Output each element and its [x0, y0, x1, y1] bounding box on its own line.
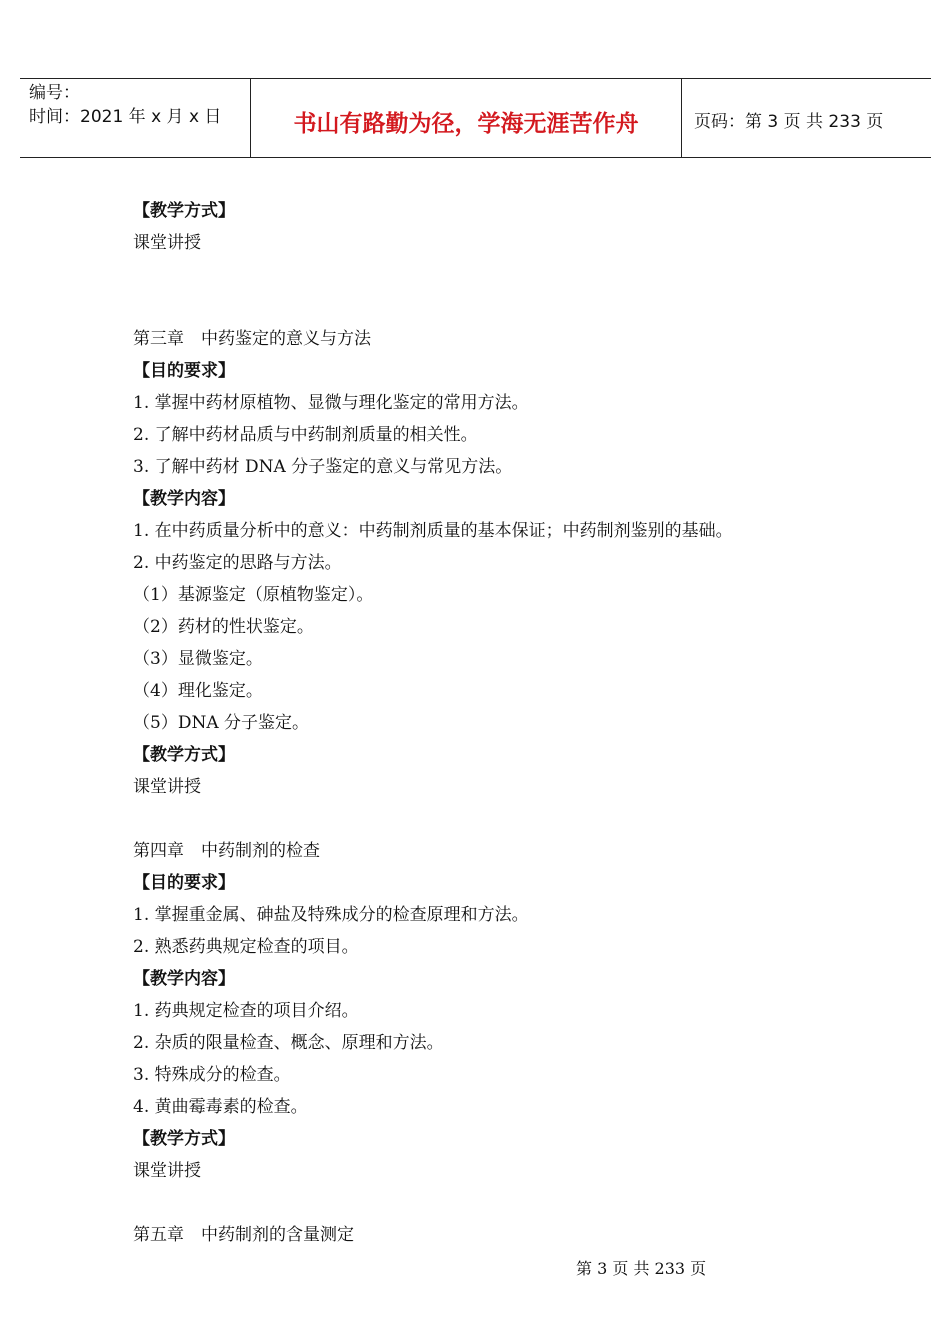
- list-item: 3. 了解中药材 DNA 分子鉴定的意义与常见方法。: [133, 457, 513, 477]
- list-item: （5）DNA 分子鉴定。: [133, 713, 310, 733]
- list-item: 1. 掌握重金属、砷盐及特殊成分的检查原理和方法。: [133, 905, 529, 925]
- header-motto: 书山有路勤为径，学海无涯苦作舟: [293, 110, 639, 137]
- list-item: 2. 熟悉药典规定检查的项目。: [133, 937, 359, 957]
- header-page-info: 页码：第 3 页 共 233 页: [694, 111, 884, 132]
- paragraph: 课堂讲授: [133, 233, 201, 253]
- header-page-cell: [682, 79, 931, 157]
- list-item: 4. 黄曲霉毒素的检查。: [133, 1097, 308, 1117]
- paragraph: 课堂讲授: [133, 777, 201, 797]
- page-footer: 第 3 页 共 233 页: [576, 1259, 707, 1278]
- list-item: 2. 了解中药材品质与中药制剂质量的相关性。: [133, 425, 478, 445]
- chapter-title: 第三章 中药鉴定的意义与方法: [133, 329, 371, 349]
- list-item: （2）药材的性状鉴定。: [133, 617, 314, 637]
- list-item: 1. 掌握中药材原植物、显微与理化鉴定的常用方法。: [133, 393, 529, 413]
- chapter-title: 第四章 中药制剂的检查: [133, 841, 320, 861]
- section-heading: 【目的要求】: [133, 873, 235, 893]
- list-item: 1. 在中药质量分析中的意义：中药制剂质量的基本保证；中药制剂鉴别的基础。: [133, 521, 733, 541]
- list-item: 2. 杂质的限量检查、概念、原理和方法。: [133, 1033, 444, 1053]
- section-heading: 【教学内容】: [133, 489, 235, 509]
- section-heading: 【教学方式】: [133, 201, 235, 221]
- header-motto-cell: [251, 79, 682, 157]
- list-item: 3. 特殊成分的检查。: [133, 1065, 291, 1085]
- chapter-title: 第五章 中药制剂的含量测定: [133, 1225, 354, 1245]
- section-heading: 【教学方式】: [133, 1129, 235, 1149]
- list-item: （3）显微鉴定。: [133, 649, 263, 669]
- document-time-label: 时间：2021 年 x 月 x 日: [29, 107, 222, 127]
- section-heading: 【目的要求】: [133, 361, 235, 381]
- document-number-label: 编号：: [29, 83, 80, 103]
- section-heading: 【教学方式】: [133, 745, 235, 765]
- header-meta-cell: [20, 79, 251, 157]
- paragraph: 课堂讲授: [133, 1161, 201, 1181]
- list-item: （4）理化鉴定。: [133, 681, 263, 701]
- document-body: [133, 195, 893, 1251]
- section-heading: 【教学内容】: [133, 969, 235, 989]
- header-table: [20, 78, 931, 158]
- list-item: （1）基源鉴定（原植物鉴定）。: [133, 585, 374, 605]
- list-item: 1. 药典规定检查的项目介绍。: [133, 1001, 359, 1021]
- list-item: 2. 中药鉴定的思路与方法。: [133, 553, 342, 573]
